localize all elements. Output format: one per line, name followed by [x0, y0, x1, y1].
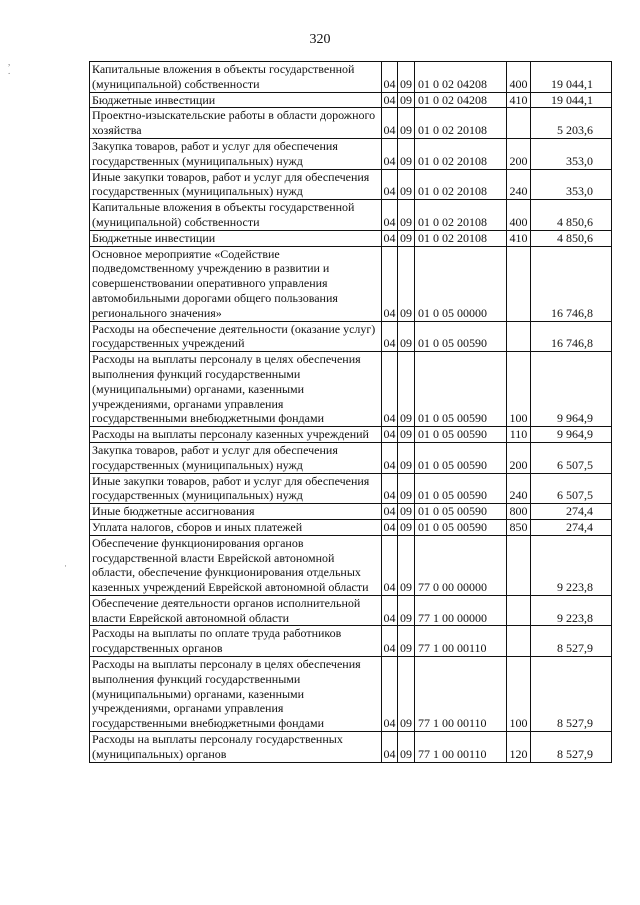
expense-name-cell: Бюджетные инвестиции [90, 92, 382, 108]
table-row [90, 732, 612, 763]
subsection-code-cell: 09 [398, 246, 415, 321]
expense-type-cell: 110 [507, 427, 531, 443]
subsection-code-cell: 09 [398, 230, 415, 246]
subsection-code-cell: 09 [398, 442, 415, 473]
expense-type-cell: 100 [507, 657, 531, 732]
amount-cell: 353,0 [531, 138, 612, 169]
expense-name-cell: Расходы на выплаты персоналу в целях обеспечения выполнения функций государственными (муниципальными) органами, казенными учреждениями, органами управления государственными внебюджетными фондами [90, 352, 382, 427]
section-code-cell: 04 [382, 352, 398, 427]
target-article-cell: 77 1 00 00110 [415, 626, 507, 657]
table-row [90, 138, 612, 169]
subsection-code-cell: 09 [398, 427, 415, 443]
target-article-cell: 77 0 00 00000 [415, 535, 507, 595]
expense-name-cell: Капитальные вложения в объекты государственной (муниципальной) собственности [90, 200, 382, 231]
amount-cell: 8 527,9 [531, 732, 612, 763]
section-code-cell: 04 [382, 246, 398, 321]
expense-type-cell: 410 [507, 92, 531, 108]
table-row [90, 427, 612, 443]
subsection-code-cell: 09 [398, 657, 415, 732]
amount-cell: 8 527,9 [531, 626, 612, 657]
target-article-cell: 77 1 00 00110 [415, 732, 507, 763]
expense-type-cell: 850 [507, 519, 531, 535]
table-row [90, 321, 612, 352]
amount-cell: 6 507,5 [531, 473, 612, 504]
expense-type-cell [507, 246, 531, 321]
amount-cell: 8 527,9 [531, 657, 612, 732]
expense-type-cell: 400 [507, 62, 531, 93]
scan-dot: · [64, 561, 67, 571]
amount-cell: 353,0 [531, 169, 612, 200]
expense-name-cell: Расходы на обеспечение деятельности (оказание услуг) государственных учреждений [90, 321, 382, 352]
table-row [90, 169, 612, 200]
section-code-cell: 04 [382, 108, 398, 139]
table-row [90, 535, 612, 595]
expense-type-cell: 400 [507, 200, 531, 231]
section-code-cell: 04 [382, 169, 398, 200]
expense-name-cell: Обеспечение деятельности органов исполнительной власти Еврейской автономной области [90, 595, 382, 626]
target-article-cell: 01 0 02 20108 [415, 200, 507, 231]
budget-table [89, 61, 612, 763]
section-code-cell: 04 [383, 427, 396, 442]
subsection-code-cell: 09 [398, 169, 415, 200]
table-row [90, 442, 612, 473]
subsection-code-cell: 09 [398, 732, 415, 763]
target-article-cell: 01 0 05 00590 [415, 321, 507, 352]
amount-cell: 5 203,6 [531, 108, 612, 139]
table-row [90, 108, 612, 139]
amount-cell: 274,4 [531, 519, 612, 535]
expense-type-cell: 240 [507, 169, 531, 200]
expense-name-cell: Капитальные вложения в объекты государственной (муниципальной) собственности [90, 62, 382, 93]
amount-cell: 4 850,6 [531, 230, 612, 246]
page-number: 320 [309, 32, 331, 47]
target-article-cell: 01 0 02 20108 [415, 138, 507, 169]
target-article-cell: 01 0 02 04208 [415, 62, 507, 93]
target-article-cell: 01 0 02 04208 [415, 92, 507, 108]
expense-type-cell: 800 [507, 504, 531, 520]
expense-name-cell: Расходы на выплаты персоналу казенных учреждений [90, 427, 382, 443]
target-article-cell: 01 0 05 00590 [415, 427, 507, 443]
table-row [90, 504, 612, 520]
section-code-cell: 04 [382, 200, 398, 231]
target-article-cell: 77 1 00 00110 [415, 657, 507, 732]
expense-name-cell: Основное мероприятие «Содействие подведомственному учреждению в развитии и совершенствовании оперативного управления автомобильными дорогами общего пользования регионального значения» [90, 246, 382, 321]
table-row [90, 595, 612, 626]
target-article-cell: 01 0 05 00590 [415, 473, 507, 504]
amount-cell: 19 044,1 [531, 92, 612, 108]
subsection-code-cell: 09 [398, 321, 415, 352]
table-row [90, 473, 612, 504]
amount-cell: 9 223,8 [531, 535, 612, 595]
table-row [90, 62, 612, 93]
amount-cell: 16 746,8 [531, 321, 612, 352]
expense-name-cell: Расходы на выплаты персоналу в целях обеспечения выполнения функций государственными (муниципальными) органами, казенными учреждениями, органами управления государственными внебюджетными фондами [90, 657, 382, 732]
expense-type-cell [507, 595, 531, 626]
expense-name-cell: Расходы на выплаты по оплате труда работников государственных органов [90, 626, 382, 657]
target-article-cell: 01 0 05 00000 [415, 246, 507, 321]
target-article-cell: 01 0 05 00590 [415, 352, 507, 427]
section-code-cell: 04 [383, 230, 396, 245]
expense-type-cell [507, 108, 531, 139]
expense-name-cell: Бюджетные инвестиции [90, 230, 382, 246]
target-article-cell: 01 0 05 00590 [415, 442, 507, 473]
expense-type-cell: 410 [507, 230, 531, 246]
section-code-cell: 04 [382, 595, 398, 626]
subsection-code-cell: 09 [398, 352, 415, 427]
expense-name-cell: Проектно-изыскательские работы в области дорожного хозяйства [90, 108, 382, 139]
amount-cell: 9 223,8 [531, 595, 612, 626]
expense-name-cell: Закупка товаров, работ и услуг для обеспечения государственных (муниципальных) нужд [90, 138, 382, 169]
scan-mark: , . [8, 57, 11, 76]
table-row [90, 246, 612, 321]
section-code-cell: 04 [383, 92, 396, 107]
table-row [90, 352, 612, 427]
subsection-code-cell: 09 [398, 504, 415, 520]
subsection-code-cell: 09 [398, 473, 415, 504]
section-code-cell: 04 [383, 519, 396, 534]
table-row [90, 200, 612, 231]
subsection-code-cell: 09 [398, 626, 415, 657]
subsection-code-cell: 09 [398, 92, 415, 108]
expense-type-cell [507, 535, 531, 595]
expense-name-cell: Обеспечение функционирования органов государственной власти Еврейской автономной области, обеспечение функционирования отдельных казенных учреждений Еврейской автономной области [90, 535, 382, 595]
target-article-cell: 01 0 02 20108 [415, 230, 507, 246]
table-row [90, 519, 612, 535]
section-code-cell: 04 [382, 138, 398, 169]
section-code-cell: 04 [382, 62, 398, 93]
amount-cell: 274,4 [531, 504, 612, 520]
expense-type-cell [507, 321, 531, 352]
subsection-code-cell: 09 [398, 138, 415, 169]
table-row [90, 657, 612, 732]
expense-type-cell: 120 [507, 732, 531, 763]
expense-type-cell: 200 [507, 442, 531, 473]
expense-type-cell: 100 [507, 352, 531, 427]
target-article-cell: 01 0 02 20108 [415, 169, 507, 200]
subsection-code-cell: 09 [398, 200, 415, 231]
subsection-code-cell: 09 [398, 595, 415, 626]
section-code-cell: 04 [382, 473, 398, 504]
expense-name-cell: Иные бюджетные ассигнования [90, 504, 382, 520]
expense-name-cell: Уплата налогов, сборов и иных платежей [90, 519, 382, 535]
expense-name-cell: Закупка товаров, работ и услуг для обеспечения государственных (муниципальных) нужд [90, 442, 382, 473]
target-article-cell: 01 0 05 00590 [415, 519, 507, 535]
subsection-code-cell: 09 [398, 519, 415, 535]
amount-cell: 6 507,5 [531, 442, 612, 473]
expense-type-cell [507, 626, 531, 657]
budget-table-body [90, 62, 612, 763]
expense-type-cell: 240 [507, 473, 531, 504]
amount-cell: 16 746,8 [531, 246, 612, 321]
expense-name-cell: Иные закупки товаров, работ и услуг для обеспечения государственных (муниципальных) нужд [90, 169, 382, 200]
section-code-cell: 04 [382, 442, 398, 473]
target-article-cell: 01 0 05 00590 [415, 504, 507, 520]
section-code-cell: 04 [382, 626, 398, 657]
section-code-cell: 04 [382, 321, 398, 352]
amount-cell: 19 044,1 [531, 62, 612, 93]
section-code-cell: 04 [382, 657, 398, 732]
expense-type-cell: 200 [507, 138, 531, 169]
amount-cell: 9 964,9 [531, 427, 612, 443]
subsection-code-cell: 09 [398, 62, 415, 93]
subsection-code-cell: 09 [398, 535, 415, 595]
expense-name-cell: Иные закупки товаров, работ и услуг для обеспечения государственных (муниципальных) нужд [90, 473, 382, 504]
subsection-code-cell: 09 [398, 108, 415, 139]
target-article-cell: 77 1 00 00000 [415, 595, 507, 626]
amount-cell: 4 850,6 [531, 200, 612, 231]
expense-name-cell: Расходы на выплаты персоналу государственных (муниципальных) органов [90, 732, 382, 763]
table-row [90, 626, 612, 657]
section-code-cell: 04 [382, 732, 398, 763]
target-article-cell: 01 0 02 20108 [415, 108, 507, 139]
table-row [90, 230, 612, 246]
section-code-cell: 04 [383, 504, 396, 519]
table-row [90, 92, 612, 108]
section-code-cell: 04 [382, 535, 398, 595]
amount-cell: 9 964,9 [531, 352, 612, 427]
